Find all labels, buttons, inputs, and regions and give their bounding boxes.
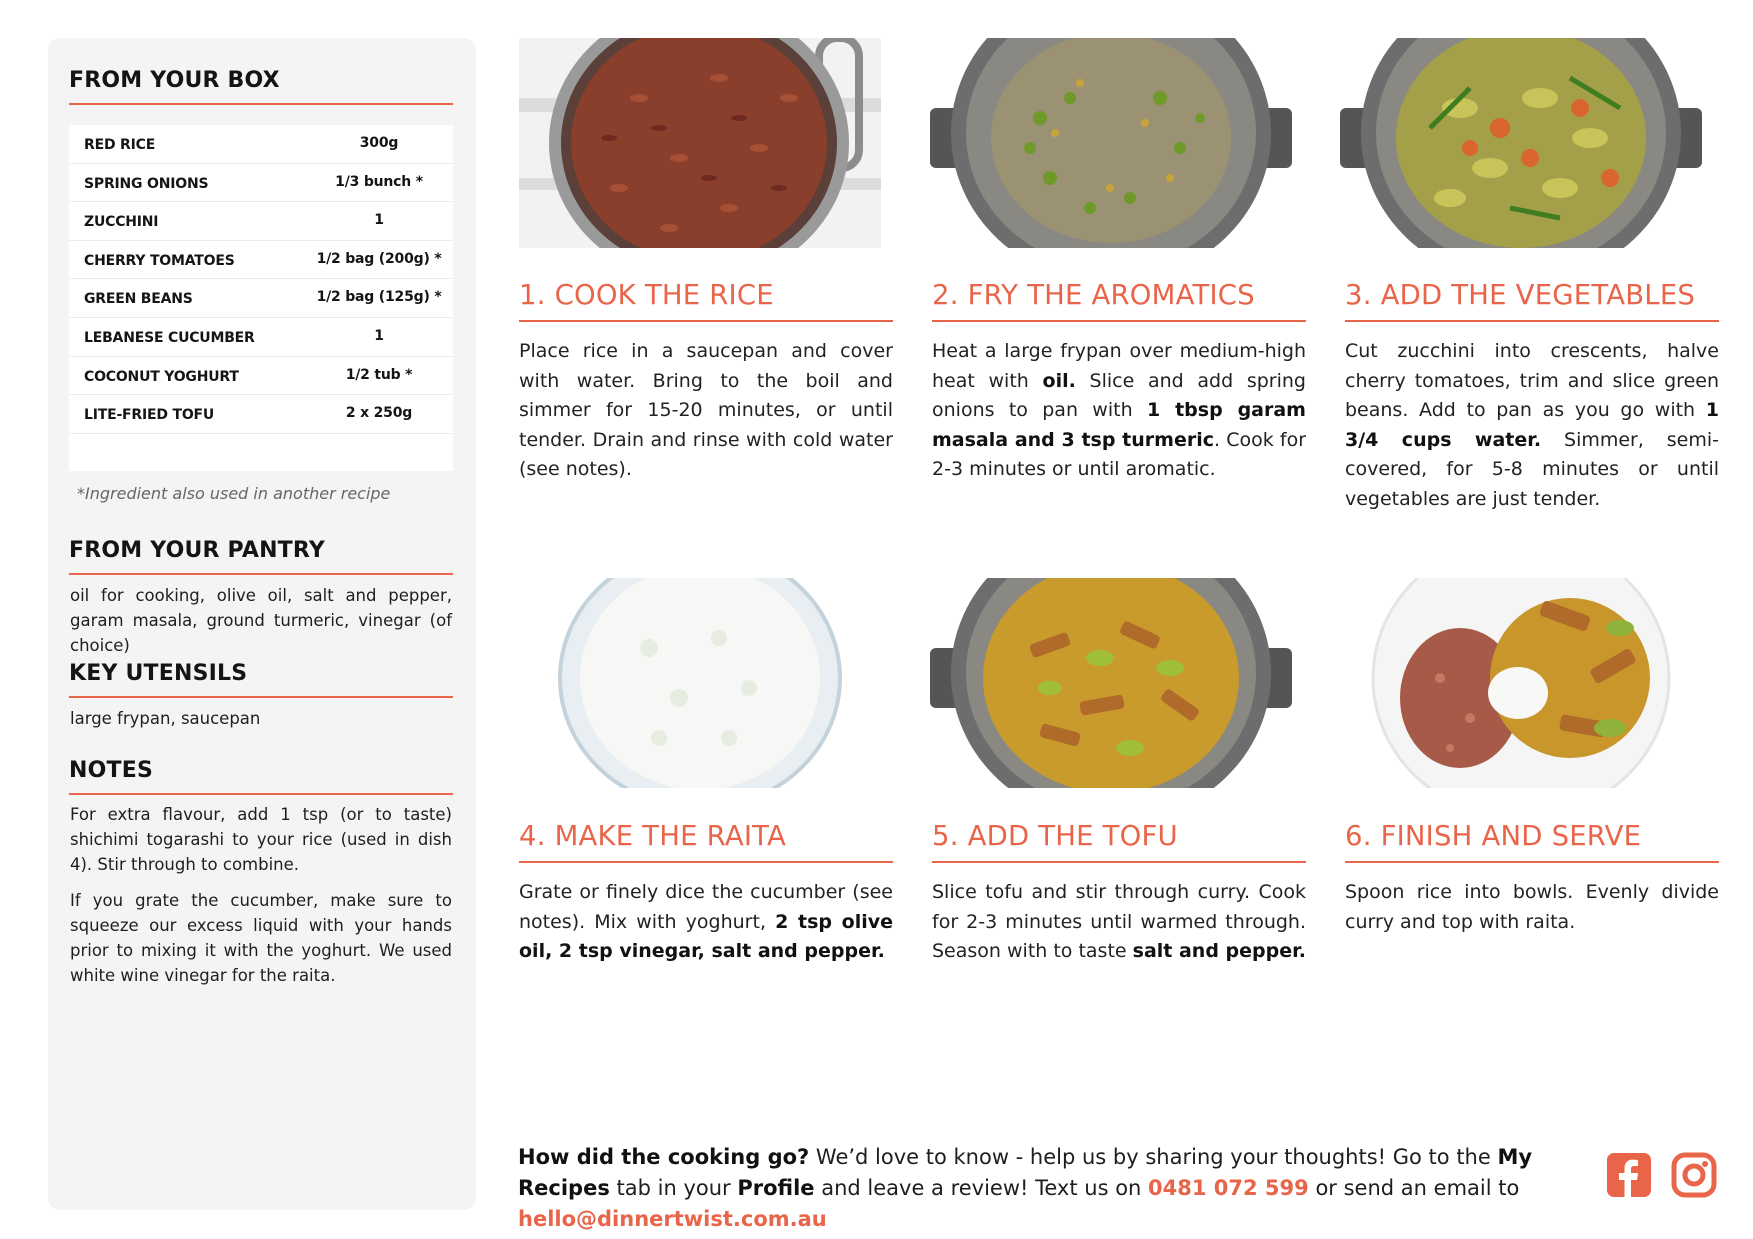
footer-emphasis: How did the cooking go? bbox=[518, 1145, 810, 1169]
step-1-rule bbox=[519, 320, 893, 322]
step-6-title: 6. FINISH AND SERVE bbox=[1345, 820, 1642, 852]
step-5-title: 5. ADD THE TOFU bbox=[932, 820, 1178, 852]
step-text-emphasis: salt and pepper. bbox=[1132, 940, 1306, 962]
ingredient-row bbox=[69, 125, 453, 164]
footer-text-run: tab in your bbox=[609, 1176, 738, 1200]
ingredient-qty: 1/2 bag (125g) * bbox=[316, 289, 442, 306]
pantry-title-rule bbox=[69, 573, 453, 575]
ingredient-row bbox=[69, 241, 453, 280]
footer-emphasis: Profile bbox=[737, 1176, 815, 1200]
box-title-rule bbox=[69, 103, 453, 105]
step-2-photo bbox=[930, 38, 1292, 248]
step-text-run: Simmer, semi-covered, for 5-8 minutes or until vegetables are just tender. bbox=[1345, 428, 1719, 510]
step-text-run: Slice and add spring onions to pan with bbox=[932, 369, 1306, 421]
ingredient-footnote: *Ingredient also used in another recipe bbox=[77, 484, 391, 503]
step-text-run: Cut zucchini into crescents, halve cherry tomatoes, trim and slice green beans. Add to pan as you go with bbox=[1345, 340, 1719, 421]
notes-title: NOTES bbox=[69, 758, 153, 783]
note-paragraph: If you grate the cucumber, make sure to squeeze our excess liquid with your hands prior to mixing it with the yoghurt. We used white wine vinegar for the raita. bbox=[70, 891, 452, 985]
step-2-text bbox=[932, 337, 1306, 485]
utensils-title-rule bbox=[69, 696, 453, 698]
ingredient-name: COCONUT YOGHURT bbox=[84, 368, 239, 385]
ingredient-name: RED RICE bbox=[84, 137, 156, 153]
step-3-text bbox=[1345, 337, 1719, 514]
note-paragraph: For extra flavour, add 1 tsp (or to taste) shichimi togarashi to your rice (used in dish 4). Stir through to combine. bbox=[70, 805, 452, 874]
ingredient-name: CHERRY TOMATOES bbox=[84, 252, 235, 269]
footer-text-run: or send an email to bbox=[1308, 1176, 1520, 1200]
ingredient-qty: 300g bbox=[359, 135, 399, 151]
step-6-rule bbox=[1345, 861, 1719, 863]
ingredient-qty: 1/2 tub * bbox=[345, 366, 413, 383]
step-4-rule bbox=[519, 861, 893, 863]
ingredient-qty: 1/3 bunch * bbox=[335, 173, 423, 190]
ingredient-qty: 1 bbox=[374, 212, 384, 229]
step-5-text bbox=[932, 878, 1306, 967]
ingredient-name: SPRING ONIONS bbox=[84, 175, 209, 192]
step-3-rule bbox=[1345, 320, 1719, 322]
step-1-title: 1. COOK THE RICE bbox=[519, 279, 774, 311]
step-4-photo bbox=[519, 578, 881, 788]
step-text-emphasis: 1 3/4 cups water. bbox=[1345, 399, 1719, 451]
pantry-text: oil for cooking, olive oil, salt and pepper, garam masala, ground turmeric, vinegar (of choice) bbox=[70, 586, 452, 655]
step-2-title: 2. FRY THE AROMATICS bbox=[932, 279, 1255, 311]
box-title: FROM YOUR BOX bbox=[69, 68, 280, 93]
step-text-run: Spoon rice into bowls. Evenly divide curry and top with raita. bbox=[1345, 881, 1719, 933]
step-6-photo bbox=[1340, 578, 1702, 788]
step-text-run: Grate or finely dice the cucumber (see notes). Mix with yoghurt, bbox=[519, 881, 893, 933]
ingredient-name: LITE-FRIED TOFU bbox=[84, 407, 215, 424]
step-text-emphasis: oil. bbox=[1042, 369, 1076, 392]
instagram-icon[interactable] bbox=[1671, 1152, 1717, 1202]
ingredient-row bbox=[69, 279, 453, 318]
step-1-text bbox=[519, 337, 893, 485]
step-text-emphasis: 2 tsp olive oil, 2 tsp vinegar, salt and pepper. bbox=[519, 910, 894, 962]
ingredient-name: GREEN BEANS bbox=[84, 291, 193, 308]
ingredient-name: LEBANESE CUCUMBER bbox=[84, 329, 255, 346]
step-2-rule bbox=[932, 320, 1306, 322]
step-5-rule bbox=[932, 861, 1306, 863]
step-6-text bbox=[1345, 878, 1719, 937]
ingredient-table bbox=[69, 125, 453, 471]
footer-text-run: and leave a review! Text us on bbox=[814, 1176, 1149, 1200]
step-text-run: Heat a large frypan over medium-high heat with bbox=[932, 340, 1306, 392]
phone-link[interactable]: 0481 072 599 bbox=[1148, 1176, 1309, 1200]
step-5-photo bbox=[930, 578, 1292, 788]
step-3-title: 3. ADD THE VEGETABLES bbox=[1345, 279, 1696, 311]
ingredient-row bbox=[69, 318, 453, 357]
step-1-photo bbox=[519, 38, 881, 248]
ingredients-panel bbox=[48, 38, 476, 1210]
footer-emphasis: My Recipes bbox=[518, 1145, 1533, 1200]
step-4-title: 4. MAKE THE RAITA bbox=[519, 820, 787, 852]
ingredient-qty: 1/2 bag (200g) * bbox=[316, 250, 442, 267]
step-text-run: . Cook for 2-3 minutes or until aromatic. bbox=[932, 428, 1307, 480]
step-3-photo bbox=[1340, 38, 1702, 248]
ingredient-name: ZUCCHINI bbox=[84, 214, 159, 231]
ingredient-row bbox=[69, 164, 453, 203]
facebook-icon[interactable] bbox=[1606, 1152, 1652, 1202]
email-link[interactable]: hello@dinnertwist.com.au bbox=[518, 1207, 827, 1231]
step-text-emphasis: 1 tbsp garam masala and 3 tsp turmeric bbox=[932, 399, 1306, 451]
step-text-run: Place rice in a saucepan and cover with water. Bring to the boil and simmer for 15-20 minutes, or until tender. Drain and rinse with cold water (see notes). bbox=[519, 340, 893, 480]
ingredient-row bbox=[69, 395, 453, 434]
ingredient-row bbox=[69, 357, 453, 396]
ingredient-row bbox=[69, 202, 453, 241]
ingredient-qty: 1 bbox=[374, 327, 384, 344]
step-text-run: Slice tofu and stir through curry. Cook for 2-3 minutes until warmed through. Season with to taste bbox=[932, 881, 1306, 962]
ingredient-qty: 2 x 250g bbox=[345, 405, 413, 422]
notes-title-rule bbox=[69, 793, 453, 795]
pantry-title: FROM YOUR PANTRY bbox=[69, 538, 325, 563]
utensils-text: large frypan, saucepan bbox=[70, 709, 261, 728]
footer-text-run: We’d love to know - help us by sharing your thoughts! Go to the bbox=[809, 1145, 1498, 1169]
step-4-text bbox=[519, 878, 893, 967]
feedback-message bbox=[518, 1142, 1578, 1235]
utensils-title: KEY UTENSILS bbox=[69, 661, 248, 686]
